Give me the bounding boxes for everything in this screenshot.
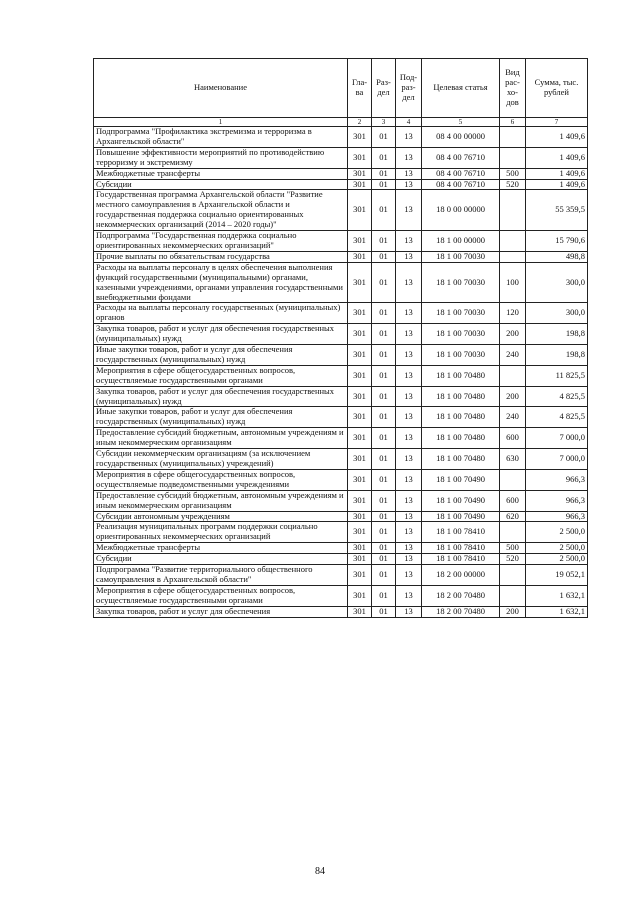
row-razdel: 01 (372, 554, 396, 565)
row-name: Прочие выплаты по обязательствам государства (94, 251, 348, 262)
row-glava: 301 (348, 147, 372, 168)
row-glava: 301 (348, 179, 372, 190)
budget-table (93, 58, 588, 618)
row-vid (500, 469, 526, 490)
row-vid: 120 (500, 303, 526, 324)
row-name: Мероприятия в сфере общегосударственных вопросов, осуществляемые подведомственными учреждениями (94, 469, 348, 490)
row-razdel: 01 (372, 469, 396, 490)
row-razdel: 01 (372, 606, 396, 617)
row-summa: 15 790,6 (526, 231, 588, 252)
row-razdel: 01 (372, 565, 396, 586)
row-summa: 966,3 (526, 511, 588, 522)
row-glava: 301 (348, 262, 372, 303)
row-vid: 630 (500, 449, 526, 470)
row-summa: 7 000,0 (526, 428, 588, 449)
header-summa: Сумма, тыс. рублей (526, 59, 588, 118)
row-podrazdel: 13 (396, 324, 422, 345)
table-row (94, 511, 588, 522)
row-podrazdel: 13 (396, 127, 422, 148)
row-vid: 600 (500, 428, 526, 449)
row-podrazdel: 13 (396, 511, 422, 522)
row-glava: 301 (348, 345, 372, 366)
row-glava: 301 (348, 168, 372, 179)
row-name: Государственная программа Архангельской области "Развитие местного самоуправления в Архангельской области и государственная поддержка социально ориентированных некоммерческих организаций (2014 – 2020 годы)" (94, 190, 348, 231)
row-statya: 18 1 00 70480 (422, 407, 500, 428)
page-number: 84 (315, 866, 325, 877)
row-summa: 498,8 (526, 251, 588, 262)
table-row (94, 407, 588, 428)
row-podrazdel: 13 (396, 262, 422, 303)
row-name: Субсидии (94, 179, 348, 190)
column-number: 4 (396, 118, 422, 127)
row-summa: 300,0 (526, 262, 588, 303)
row-name: Расходы на выплаты персоналу государственных (муниципальных) органов (94, 303, 348, 324)
table-row (94, 449, 588, 470)
table-row (94, 606, 588, 617)
row-glava: 301 (348, 554, 372, 565)
row-podrazdel: 13 (396, 190, 422, 231)
row-name: Межбюджетные трансферты (94, 543, 348, 554)
row-podrazdel: 13 (396, 522, 422, 543)
row-glava: 301 (348, 585, 372, 606)
row-name: Межбюджетные трансферты (94, 168, 348, 179)
row-vid: 240 (500, 345, 526, 366)
row-razdel: 01 (372, 511, 396, 522)
row-podrazdel: 13 (396, 490, 422, 511)
column-number: 2 (348, 118, 372, 127)
row-glava: 301 (348, 127, 372, 148)
column-number: 7 (526, 118, 588, 127)
table-row (94, 554, 588, 565)
row-name: Предоставление субсидий бюджетным, автономным учреждениям и иным некоммерческим организациям (94, 490, 348, 511)
row-summa: 198,8 (526, 324, 588, 345)
table-row (94, 522, 588, 543)
row-glava: 301 (348, 449, 372, 470)
table-row (94, 262, 588, 303)
row-vid (500, 190, 526, 231)
table-row (94, 179, 588, 190)
row-statya: 18 1 00 70480 (422, 365, 500, 386)
row-statya: 18 2 00 00000 (422, 565, 500, 586)
row-statya: 18 1 00 78410 (422, 554, 500, 565)
row-name: Предоставление субсидий бюджетным, автономным учреждениям и иным некоммерческим организациям (94, 428, 348, 449)
table-row (94, 543, 588, 554)
row-summa: 300,0 (526, 303, 588, 324)
column-number: 6 (500, 118, 526, 127)
row-razdel: 01 (372, 585, 396, 606)
row-name: Подпрограмма "Профилактика экстремизма и терроризма в Архангельской области" (94, 127, 348, 148)
row-statya: 18 1 00 70490 (422, 490, 500, 511)
row-statya: 18 1 00 70480 (422, 428, 500, 449)
table-row (94, 469, 588, 490)
row-summa: 1 409,6 (526, 168, 588, 179)
row-summa: 11 825,5 (526, 365, 588, 386)
row-vid (500, 127, 526, 148)
row-vid: 200 (500, 324, 526, 345)
row-podrazdel: 13 (396, 543, 422, 554)
row-vid (500, 147, 526, 168)
row-podrazdel: 13 (396, 386, 422, 407)
table-row (94, 168, 588, 179)
row-statya: 18 2 00 70480 (422, 585, 500, 606)
row-summa: 55 359,5 (526, 190, 588, 231)
row-glava: 301 (348, 606, 372, 617)
table-row (94, 490, 588, 511)
row-summa: 2 500,0 (526, 543, 588, 554)
row-glava: 301 (348, 469, 372, 490)
row-name: Расходы на выплаты персоналу в целях обеспечения выполнения функций государственными (муниципальными) органами, казенными учреждениями, органами управления государственными внебюджетными фондами (94, 262, 348, 303)
row-podrazdel: 13 (396, 365, 422, 386)
row-vid (500, 231, 526, 252)
row-vid: 520 (500, 179, 526, 190)
column-number: 5 (422, 118, 500, 127)
row-vid (500, 365, 526, 386)
row-statya: 08 4 00 76710 (422, 147, 500, 168)
row-vid: 240 (500, 407, 526, 428)
row-vid: 100 (500, 262, 526, 303)
row-vid: 520 (500, 554, 526, 565)
row-razdel: 01 (372, 449, 396, 470)
table-row (94, 565, 588, 586)
row-summa: 198,8 (526, 345, 588, 366)
row-razdel: 01 (372, 262, 396, 303)
row-glava: 301 (348, 251, 372, 262)
row-podrazdel: 13 (396, 606, 422, 617)
row-vid (500, 585, 526, 606)
row-razdel: 01 (372, 190, 396, 231)
table-row (94, 386, 588, 407)
row-name: Субсидии некоммерческим организациям (за исключением государственных (муниципальных) учреждений) (94, 449, 348, 470)
row-statya: 18 1 00 70030 (422, 345, 500, 366)
row-razdel: 01 (372, 231, 396, 252)
header-statya: Целевая статья (422, 59, 500, 118)
row-statya: 18 1 00 70030 (422, 251, 500, 262)
row-name: Мероприятия в сфере общегосударственных вопросов, осуществляемые государственными органами (94, 365, 348, 386)
row-razdel: 01 (372, 522, 396, 543)
row-statya: 18 0 00 00000 (422, 190, 500, 231)
row-glava: 301 (348, 324, 372, 345)
row-podrazdel: 13 (396, 407, 422, 428)
row-glava: 301 (348, 490, 372, 511)
row-glava: 301 (348, 365, 372, 386)
table-row (94, 231, 588, 252)
row-razdel: 01 (372, 407, 396, 428)
row-razdel: 01 (372, 168, 396, 179)
row-vid (500, 251, 526, 262)
row-vid: 200 (500, 606, 526, 617)
row-statya: 18 1 00 70030 (422, 303, 500, 324)
table-row (94, 428, 588, 449)
row-name: Мероприятия в сфере общегосударственных вопросов, осуществляемые государственными органами (94, 585, 348, 606)
table-row (94, 303, 588, 324)
row-glava: 301 (348, 231, 372, 252)
row-statya: 18 2 00 70480 (422, 606, 500, 617)
row-summa: 19 052,1 (526, 565, 588, 586)
row-name: Субсидии автономным учреждениям (94, 511, 348, 522)
table-row (94, 585, 588, 606)
row-name: Закупка товаров, работ и услуг для обеспечения государственных (муниципальных) нужд (94, 324, 348, 345)
table-row (94, 127, 588, 148)
row-glava: 301 (348, 386, 372, 407)
column-number-row (94, 118, 588, 127)
row-razdel: 01 (372, 543, 396, 554)
row-vid (500, 522, 526, 543)
row-statya: 18 1 00 78410 (422, 543, 500, 554)
row-razdel: 01 (372, 386, 396, 407)
row-name: Повышение эффективности мероприятий по противодействию терроризму и экстремизму (94, 147, 348, 168)
header-podrazdel: Под-раз-дел (396, 59, 422, 118)
row-name: Реализация муниципальных программ поддержки социально ориентированных некоммерческих организаций (94, 522, 348, 543)
row-summa: 4 825,5 (526, 386, 588, 407)
row-summa: 966,3 (526, 469, 588, 490)
header-vid: Вид рас-хо-дов (500, 59, 526, 118)
header-glava: Гла-ва (348, 59, 372, 118)
row-summa: 1 632,1 (526, 606, 588, 617)
row-name: Закупка товаров, работ и услуг для обеспечения государственных (муниципальных) нужд (94, 386, 348, 407)
row-podrazdel: 13 (396, 428, 422, 449)
row-summa: 1 409,6 (526, 147, 588, 168)
row-razdel: 01 (372, 345, 396, 366)
row-statya: 18 1 00 70030 (422, 324, 500, 345)
row-podrazdel: 13 (396, 231, 422, 252)
row-vid: 500 (500, 543, 526, 554)
row-glava: 301 (348, 303, 372, 324)
row-summa: 7 000,0 (526, 449, 588, 470)
row-glava: 301 (348, 543, 372, 554)
row-statya: 08 4 00 76710 (422, 179, 500, 190)
row-razdel: 01 (372, 303, 396, 324)
row-name: Подпрограмма "Государственная поддержка социально ориентированных некоммерческих организаций" (94, 231, 348, 252)
row-podrazdel: 13 (396, 147, 422, 168)
row-glava: 301 (348, 522, 372, 543)
row-name: Иные закупки товаров, работ и услуг для обеспечения государственных (муниципальных) нужд (94, 407, 348, 428)
row-podrazdel: 13 (396, 345, 422, 366)
row-podrazdel: 13 (396, 179, 422, 190)
row-podrazdel: 13 (396, 469, 422, 490)
row-statya: 08 4 00 76710 (422, 168, 500, 179)
row-name: Закупка товаров, работ и услуг для обеспечения (94, 606, 348, 617)
row-vid: 620 (500, 511, 526, 522)
row-podrazdel: 13 (396, 554, 422, 565)
row-summa: 2 500,0 (526, 522, 588, 543)
table-row (94, 190, 588, 231)
header-name: Наименование (94, 59, 348, 118)
row-razdel: 01 (372, 428, 396, 449)
row-razdel: 01 (372, 251, 396, 262)
row-razdel: 01 (372, 365, 396, 386)
row-glava: 301 (348, 511, 372, 522)
table-row (94, 365, 588, 386)
row-podrazdel: 13 (396, 565, 422, 586)
row-vid (500, 565, 526, 586)
row-name: Иные закупки товаров, работ и услуг для обеспечения государственных (муниципальных) нужд (94, 345, 348, 366)
row-summa: 1 409,6 (526, 127, 588, 148)
row-summa: 2 500,0 (526, 554, 588, 565)
row-statya: 08 4 00 00000 (422, 127, 500, 148)
row-vid: 600 (500, 490, 526, 511)
table-row (94, 324, 588, 345)
row-glava: 301 (348, 565, 372, 586)
row-name: Подпрограмма "Развитие территориального общественного самоуправления в Архангельской области" (94, 565, 348, 586)
column-number: 3 (372, 118, 396, 127)
row-vid: 200 (500, 386, 526, 407)
column-number: 1 (94, 118, 348, 127)
row-podrazdel: 13 (396, 168, 422, 179)
row-glava: 301 (348, 407, 372, 428)
table-row (94, 147, 588, 168)
row-statya: 18 1 00 70480 (422, 449, 500, 470)
row-glava: 301 (348, 190, 372, 231)
row-summa: 1 409,6 (526, 179, 588, 190)
row-razdel: 01 (372, 490, 396, 511)
table-row (94, 345, 588, 366)
row-statya: 18 1 00 70030 (422, 262, 500, 303)
row-summa: 1 632,1 (526, 585, 588, 606)
row-podrazdel: 13 (396, 449, 422, 470)
row-glava: 301 (348, 428, 372, 449)
row-summa: 4 825,5 (526, 407, 588, 428)
header-razdel: Раз-дел (372, 59, 396, 118)
row-vid: 500 (500, 168, 526, 179)
header-row (94, 59, 588, 118)
row-razdel: 01 (372, 147, 396, 168)
row-razdel: 01 (372, 127, 396, 148)
row-statya: 18 1 00 78410 (422, 522, 500, 543)
row-podrazdel: 13 (396, 303, 422, 324)
row-podrazdel: 13 (396, 251, 422, 262)
row-razdel: 01 (372, 179, 396, 190)
row-summa: 966,3 (526, 490, 588, 511)
row-statya: 18 1 00 00000 (422, 231, 500, 252)
row-name: Субсидии (94, 554, 348, 565)
row-statya: 18 1 00 70480 (422, 386, 500, 407)
row-statya: 18 1 00 70490 (422, 469, 500, 490)
row-podrazdel: 13 (396, 585, 422, 606)
row-statya: 18 1 00 70490 (422, 511, 500, 522)
row-razdel: 01 (372, 324, 396, 345)
table-row (94, 251, 588, 262)
